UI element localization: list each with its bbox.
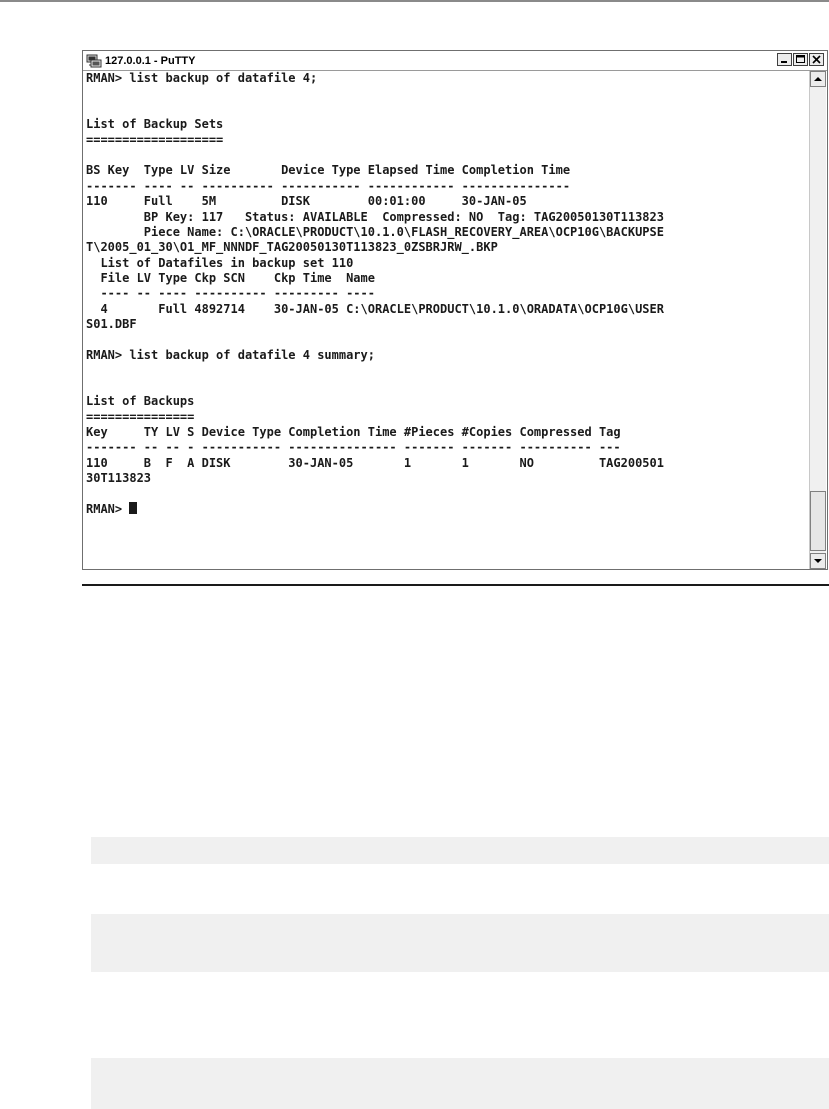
terminal-line: [86, 102, 809, 117]
window-title: 127.0.0.1 - PuTTY: [105, 54, 196, 67]
terminal-line: S01.DBF: [86, 317, 137, 332]
terminal-line: ------- -- -- - ----------- --------------- ------- ------- ---------- ---: [86, 440, 621, 455]
terminal-line: ===================: [86, 132, 224, 147]
terminal-output[interactable]: [84, 71, 809, 569]
terminal-line: RMAN> list backup of datafile 4 summary;: [86, 348, 375, 363]
terminal-line: T\2005_01_30\O1_MF_NNNDF_TAG20050130T113823_0ZSBRJRW_.BKP: [86, 240, 498, 255]
figure-bottom-rule: [82, 584, 829, 586]
terminal-line: [86, 86, 809, 101]
minimize-icon: [778, 54, 791, 65]
terminal-line: Piece Name: C:\ORACLE\PRODUCT\10.1.0\FLASH_RECOVERY_AREA\OCP10G\BACKUPSE: [86, 224, 664, 239]
scroll-up-button[interactable]: [810, 71, 826, 87]
scrollbar-thumb[interactable]: [810, 491, 826, 551]
terminal-line: [86, 333, 809, 348]
close-icon: [810, 54, 823, 65]
top-rule: [0, 0, 829, 2]
terminal-line: RMAN>: [86, 502, 809, 517]
terminal-line: File LV Type Ckp SCN Ckp Time Name: [86, 271, 375, 286]
title-bar[interactable]: [83, 51, 827, 71]
putty-terminal-icon: [86, 54, 102, 68]
arrow-up-icon: [811, 72, 825, 86]
terminal-line: List of Backups: [86, 394, 195, 409]
terminal-line: BP Key: 117 Status: AVAILABLE Compressed: NO Tag: TAG20050130T113823: [86, 209, 664, 224]
maximize-button[interactable]: [793, 53, 808, 66]
gray-band-2: [91, 914, 829, 972]
terminal-line: 30T113823: [86, 471, 152, 486]
maximize-icon: [794, 54, 807, 65]
terminal-line: [86, 379, 809, 394]
terminal-line: List of Backup Sets: [86, 117, 224, 132]
terminal-line: [86, 487, 809, 502]
gray-band-3: [91, 1058, 829, 1109]
terminal-line: 4 Full 4892714 30-JAN-05 C:\ORACLE\PRODUCT\10.1.0\ORADATA\OCP10G\USER: [86, 301, 664, 316]
terminal-line: ===============: [86, 409, 195, 424]
terminal-cursor: [129, 502, 137, 514]
terminal-line: RMAN> list backup of datafile 4;: [86, 71, 318, 85]
terminal-line: List of Datafiles in backup set 110: [86, 255, 354, 270]
terminal-line: 110 B F A DISK 30-JAN-05 1 1 NO TAG200501: [86, 455, 664, 470]
terminal-line: 110 Full 5M DISK 00:01:00 30-JAN-05: [86, 194, 527, 209]
terminal-line: ---- -- ---- ---------- --------- ----: [86, 286, 375, 301]
terminal-line: Key TY LV S Device Type Completion Time #Pieces #Copies Compressed Tag: [86, 424, 621, 439]
terminal-line: [86, 148, 809, 163]
close-button[interactable]: [809, 53, 824, 66]
minimize-button[interactable]: [777, 53, 792, 66]
scroll-down-button[interactable]: [810, 553, 826, 569]
putty-window: [82, 50, 828, 570]
window-controls: [776, 53, 824, 66]
gray-band-1: [91, 837, 829, 864]
arrow-down-icon: [811, 554, 825, 568]
terminal-line: [86, 363, 809, 378]
terminal-line: BS Key Type LV Size Device Type Elapsed Time Completion Time: [86, 163, 571, 178]
vertical-scrollbar[interactable]: [809, 71, 826, 569]
terminal-line: ------- ---- -- ---------- ----------- ------------ ---------------: [86, 178, 571, 193]
